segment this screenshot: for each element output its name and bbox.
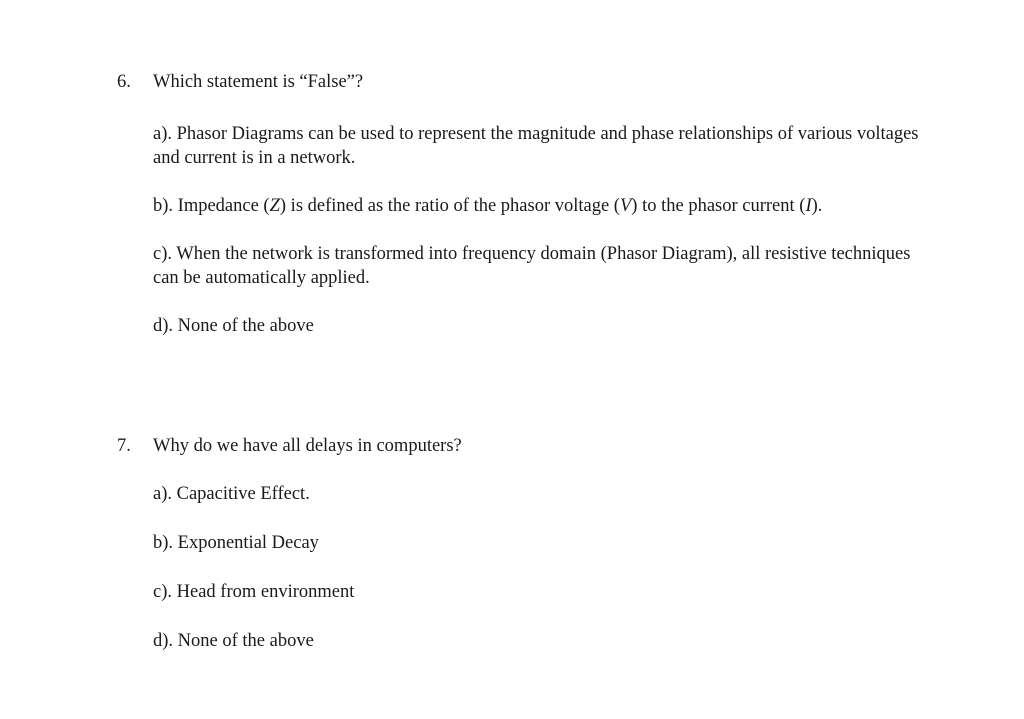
option-a: a). Capacitive Effect. (153, 484, 310, 504)
option-list (153, 122, 937, 338)
voltage-symbol: V (619, 196, 632, 216)
option-c: c). Head from environment (153, 582, 355, 602)
question-number: 6. (117, 72, 131, 92)
question-header (117, 70, 937, 94)
question-number: 7. (117, 436, 131, 456)
option-b-text: ) to the phasor current ( (631, 196, 806, 216)
option-c: c). When the network is transformed into frequency domain (Phasor Diagram), all resistive techniques can be automatically applied. (153, 244, 911, 288)
question-text: Why do we have all delays in computers? (153, 436, 462, 456)
option-a: a). Phasor Diagrams can be used to represent the magnitude and phase relationships of various voltages and current is in a network. (153, 124, 919, 168)
impedance-symbol: Z (269, 196, 280, 216)
question-6 (117, 70, 937, 338)
question-7 (117, 434, 937, 653)
option-b-text: b). Impedance ( (153, 196, 270, 216)
option-b-text: ). (811, 196, 823, 216)
option-list (153, 482, 937, 653)
question-header (117, 434, 937, 458)
option-b-text: ) is defined as the ratio of the phasor voltage ( (279, 196, 620, 216)
question-text: Which statement is “False”? (153, 72, 364, 92)
current-symbol: I (805, 196, 812, 216)
option-b (153, 194, 937, 218)
option-d: d). None of the above (153, 316, 314, 336)
option-b: b). Exponential Decay (153, 533, 319, 553)
option-d: d). None of the above (153, 631, 314, 651)
